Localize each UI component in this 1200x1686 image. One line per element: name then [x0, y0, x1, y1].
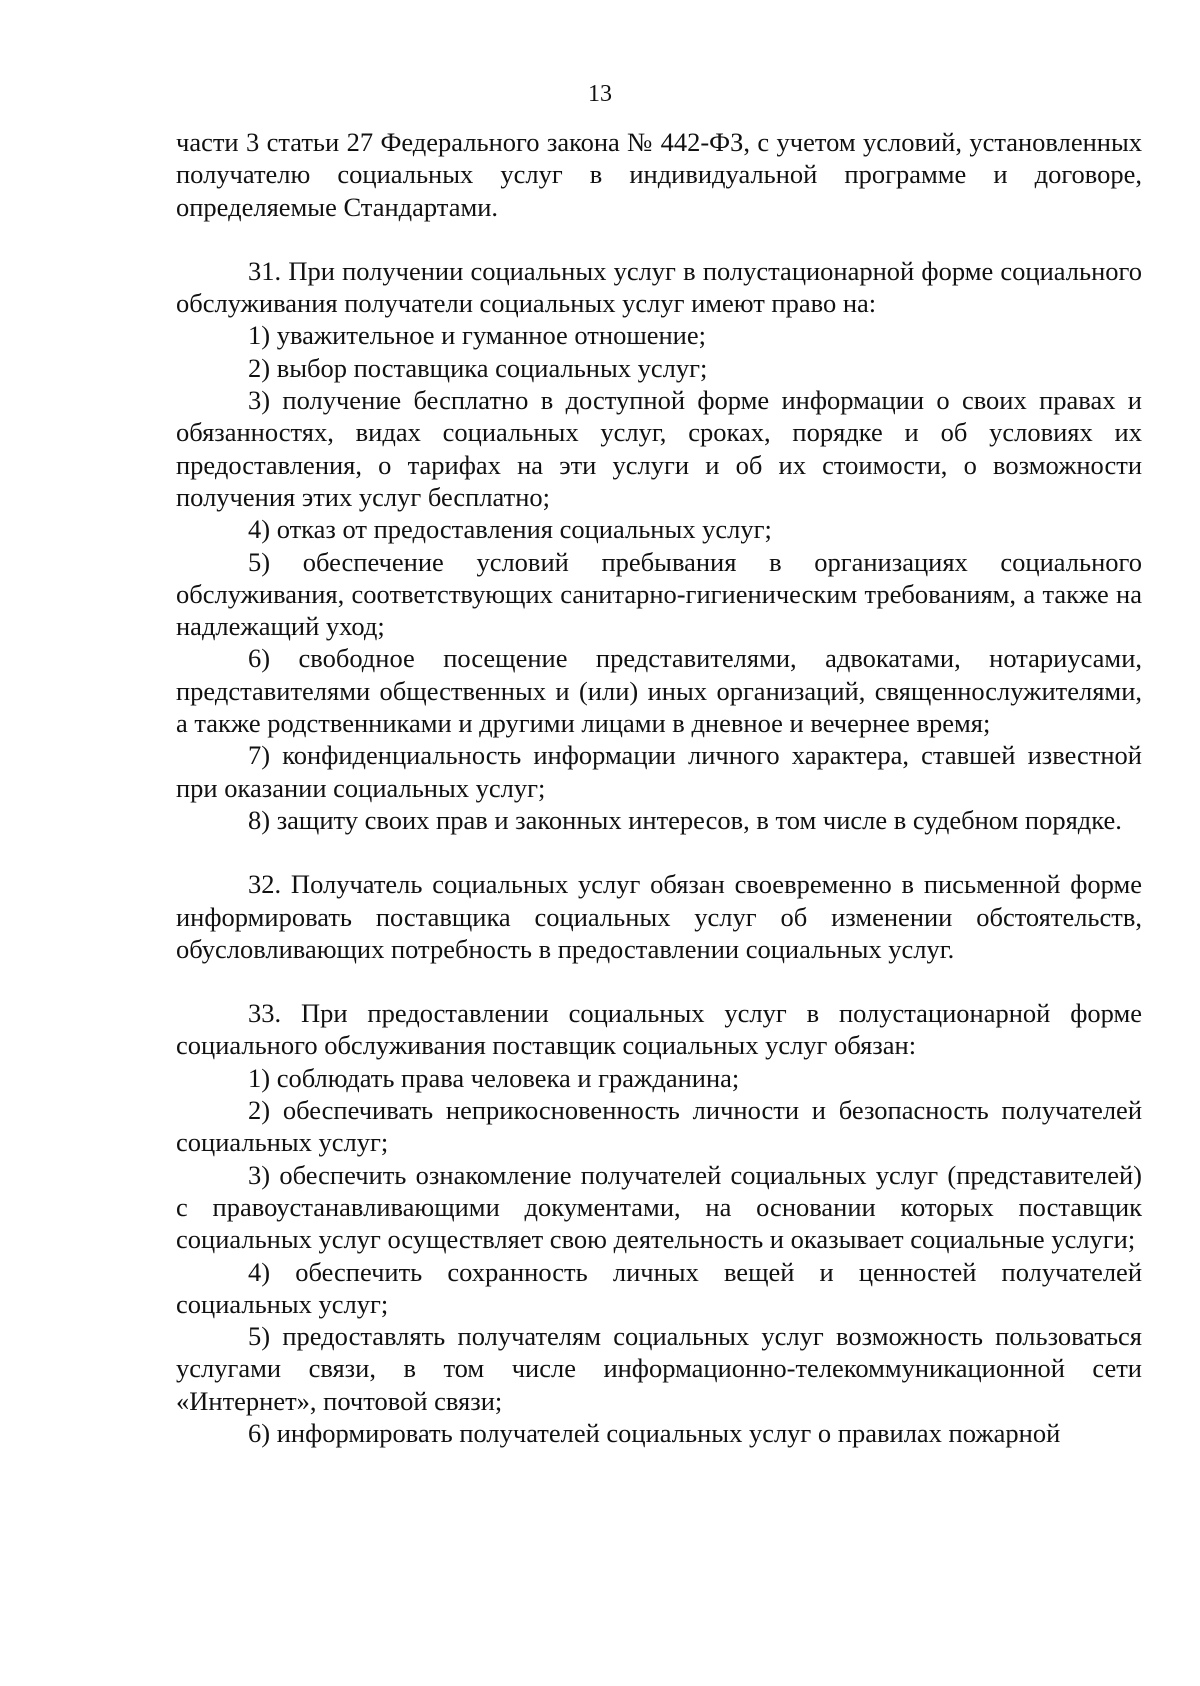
clause-33-item-6: 6) информировать получателей социальных услуг о правилах пожарной: [248, 1417, 1061, 1448]
clause-33-item-1: 1) соблюдать права человека и гражданина;: [248, 1062, 740, 1093]
clause-33-item-4: 4) обеспечить сохранность личных вещей и ценностей получателей социальных услуг;: [176, 1256, 1142, 1319]
clause-33-item-2: 2) обеспечивать неприкосновенность личности и безопасность получателей социальных услуг;: [176, 1095, 1142, 1158]
document-body: [176, 126, 1142, 1449]
paragraph-gap: [176, 965, 1142, 997]
clause-31-item-3: 3) получение бесплатно в доступной форме информации о своих правах и обязанностях, видах социальных услуг, сроках, порядке и об условиях их предоставления, о тарифах на эти услуги и об их стоимости, о возможности получения этих услуг бесплатно;: [176, 385, 1142, 512]
clause-33-item-3: 3) обеспечить ознакомление получателей социальных услуг (представителей) с правоустанавливающими документами, на основании которых поставщик социальных услуг осуществляет свою деятельность и оказывает социальные услуги;: [176, 1159, 1142, 1255]
paragraph-gap: [176, 223, 1142, 255]
clause-31-item-5: 5) обеспечение условий пребывания в организациях социального обслуживания, соответствующих санитарно-гигиеническим требованиям, а также на надлежащий уход;: [176, 546, 1142, 642]
clause-32: 32. Получатель социальных услуг обязан своевременно в письменной форме информировать поставщика социальных услуг об изменении обстоятельств, обусловливающих потребность в предоставлении социальных услуг.: [176, 869, 1142, 964]
clause-31-item-1: 1) уважительное и гуманное отношение;: [248, 320, 706, 351]
clause-33: 33. При предоставлении социальных услуг в полустационарной форме социального обслуживания поставщик социальных услуг обязан:: [176, 998, 1142, 1061]
page-number: 13: [588, 81, 612, 107]
clause-31: 31. При получении социальных услуг в полустационарной форме социального обслуживания получатели социальных услуг имеют право на:: [176, 255, 1142, 319]
clause-31-item-6: 6) свободное посещение представителями, адвокатами, нотариусами, представителями общественных и (или) иных организаций, священнослужителями, а также родственниками и другими лицами в дневное и вечернее время;: [176, 643, 1142, 739]
paragraph-continuation: части 3 статьи 27 Федерального закона № 442-ФЗ, с учетом условий, установленных получателю социальных услуг в индивидуальной программе и договоре, определяемые Стандартами.: [176, 127, 1142, 222]
clause-31-item-8: 8) защиту своих прав и законных интересов, в том числе в судебном порядке.: [248, 804, 1122, 835]
clause-33-item-5: 5) предоставлять получателям социальных услуг возможность пользоваться услугами связи, в том числе информационно-телекоммуникационной сети «Интернет», почтовой связи;: [176, 1321, 1142, 1416]
clause-31-item-4: 4) отказ от предоставления социальных услуг;: [248, 514, 772, 545]
paragraph-gap: [176, 836, 1142, 868]
clause-31-item-2: 2) выбор поставщика социальных услуг;: [248, 352, 708, 383]
clause-31-item-7: 7) конфиденциальность информации личного характера, ставшей известной при оказании социальных услуг;: [176, 740, 1142, 803]
